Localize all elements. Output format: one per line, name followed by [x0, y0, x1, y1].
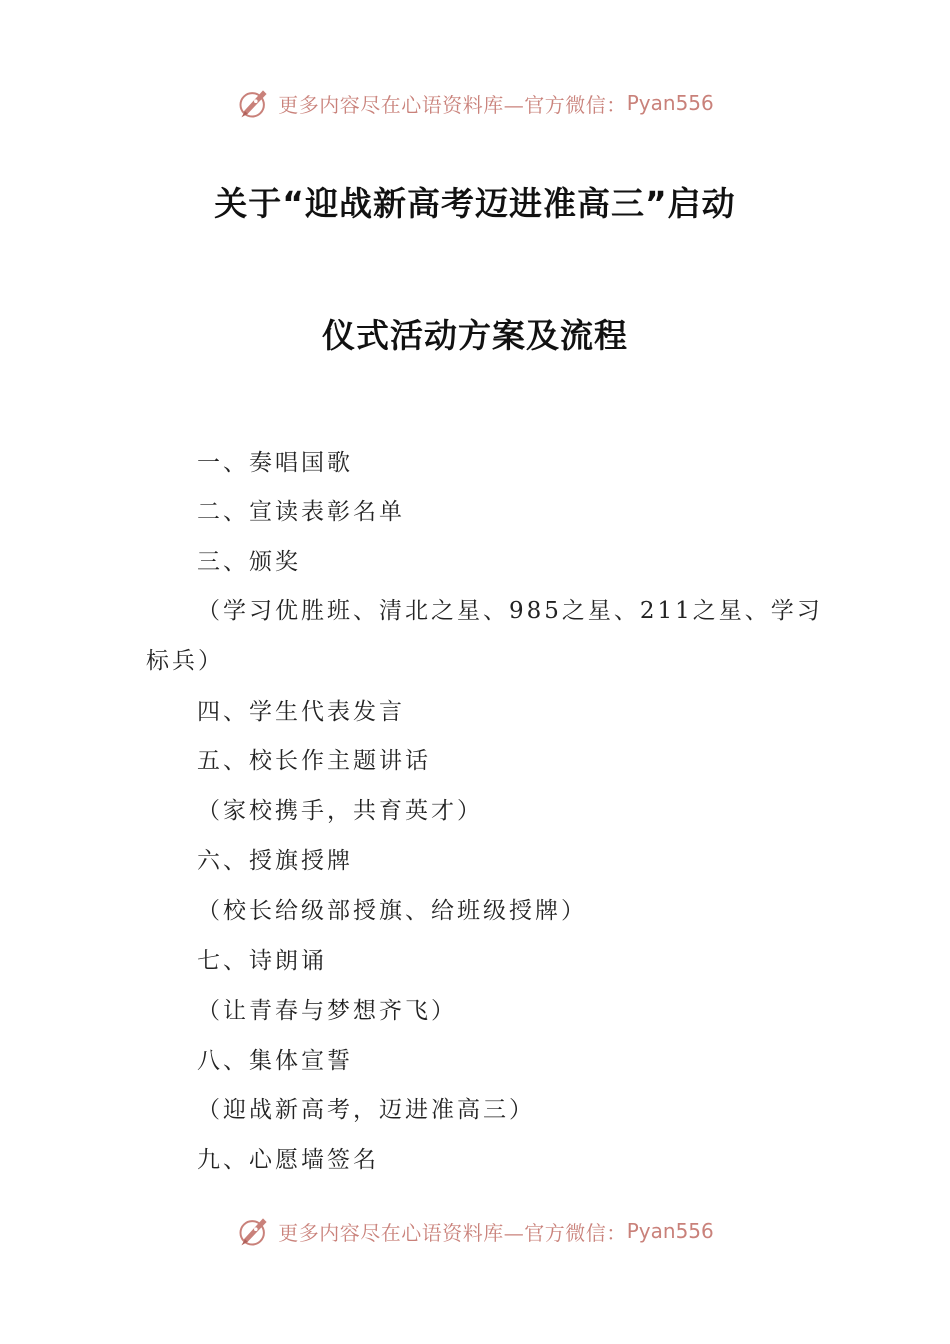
- list-item: 八、集体宣誓: [197, 1048, 353, 1074]
- watermark-text: 更多内容尽在心语资料库—官方微信：: [278, 1220, 627, 1245]
- list-item: 六、授旗授牌: [197, 848, 353, 874]
- pen-nib-logo-icon: [236, 85, 272, 121]
- list-item-note: （迎战新高考，迈进准高三）: [197, 1097, 535, 1123]
- list-item-note: （校长给级部授旗、给班级授牌）: [197, 898, 587, 924]
- list-item: 七、诗朗诵: [197, 948, 327, 974]
- pen-nib-logo-icon: [236, 1213, 272, 1249]
- list-item: 一、奏唱国歌: [197, 450, 353, 476]
- watermark-wechat-id: Pyan556: [626, 1219, 714, 1243]
- document-title-line-2: 仪式活动方案及流程: [322, 316, 628, 355]
- watermark-footer: [0, 1211, 950, 1251]
- list-item-note: （家校携手，共育英才）: [197, 798, 483, 824]
- list-item-note: （学习优胜班、清北之星、985之星、211之星、学习: [197, 598, 823, 624]
- list-item-note-continuation: 标兵）: [146, 648, 224, 674]
- document-title-line-1: 关于“迎战新高考迈进准高三”启动: [214, 184, 736, 223]
- list-item-note: （让青春与梦想齐飞）: [197, 998, 457, 1024]
- list-item: 三、颁奖: [197, 549, 301, 575]
- watermark-wechat-id: Pyan556: [626, 91, 714, 115]
- watermark-text: 更多内容尽在心语资料库—官方微信：: [278, 92, 627, 117]
- list-item: 四、学生代表发言: [197, 699, 405, 725]
- watermark-header: [0, 83, 950, 123]
- list-item: 九、心愿墙签名: [197, 1147, 379, 1173]
- list-item: 二、宣读表彰名单: [197, 499, 405, 525]
- list-item: 五、校长作主题讲话: [197, 748, 431, 774]
